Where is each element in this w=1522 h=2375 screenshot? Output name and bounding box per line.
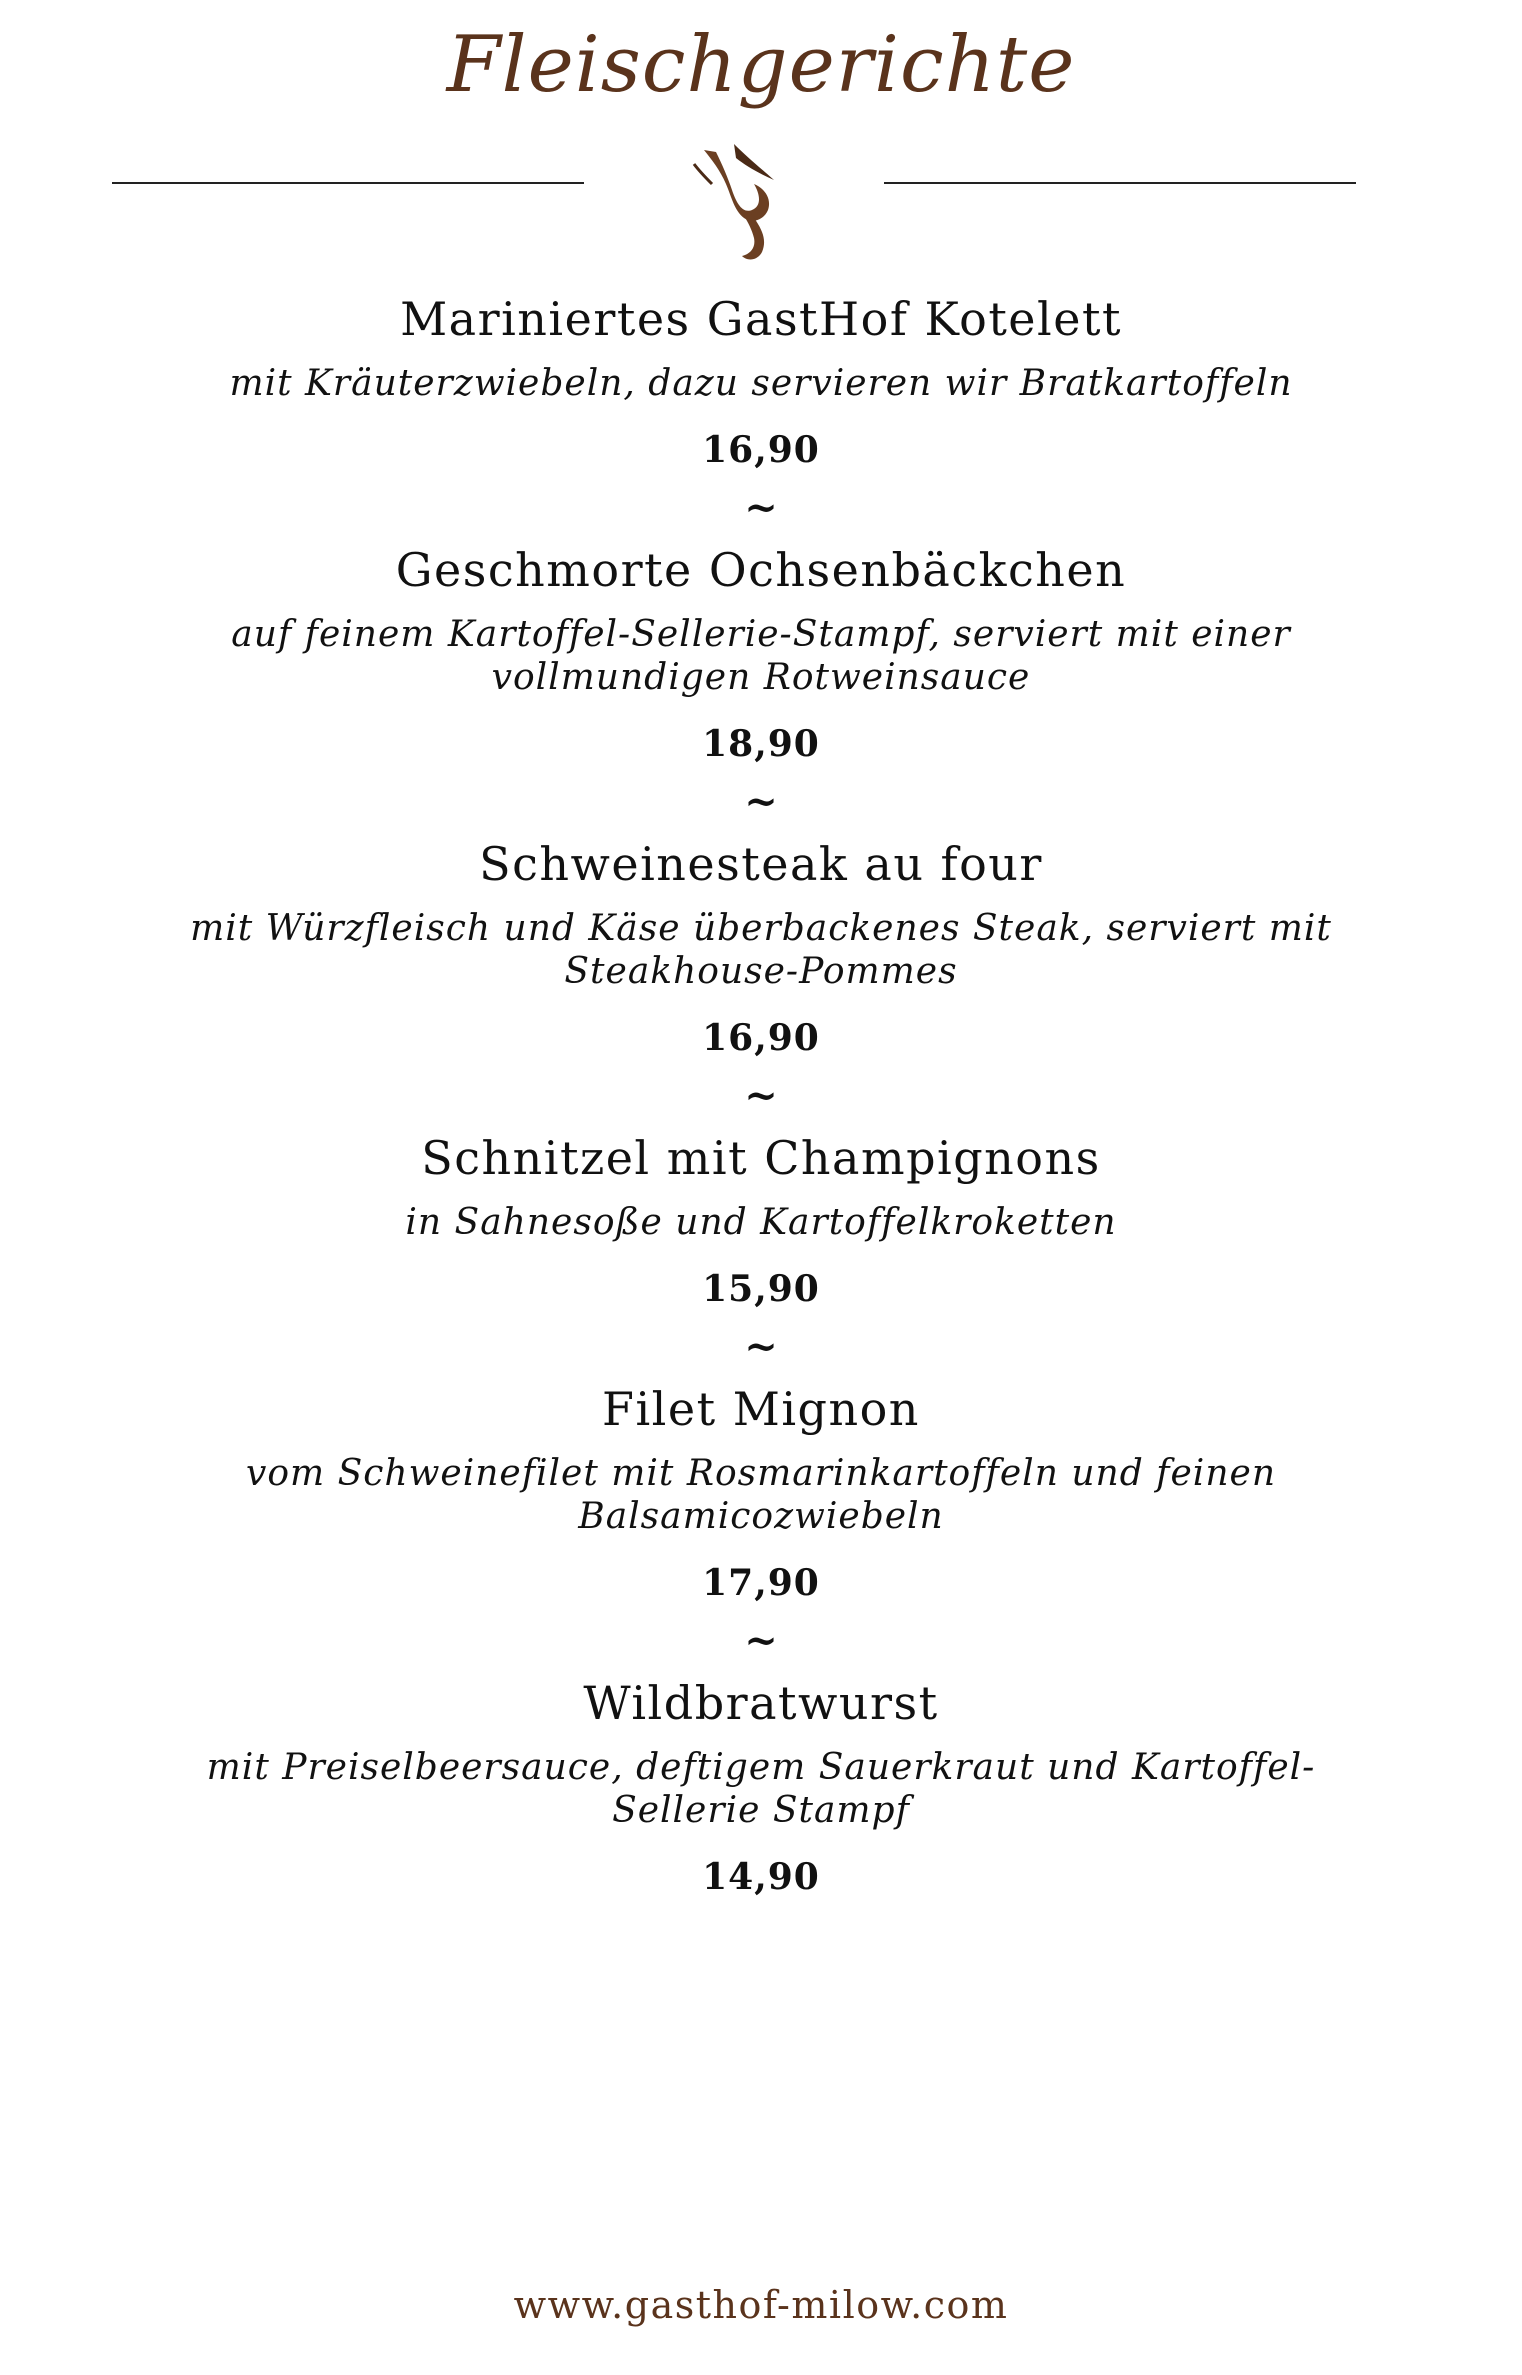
dish-price: 16,90 xyxy=(702,1017,820,1059)
separator-tilde: ~ xyxy=(744,778,778,825)
dish-description: mit Preiselbeersauce, deftigem Sauerkraut und Kartoffel-Sellerie Stampf xyxy=(206,1747,1316,1831)
swan-ornament-icon xyxy=(686,136,802,266)
separator-tilde: ~ xyxy=(744,1323,778,1370)
dish-description: auf feinem Kartoffel-Sellerie-Stampf, serviert mit einer vollmundigen Rotweinsauce xyxy=(231,614,1291,698)
separator-tilde: ~ xyxy=(744,1617,778,1664)
menu-item xyxy=(0,827,1522,1063)
dish-name: Schnitzel mit Champignons xyxy=(421,1131,1101,1185)
dish-description: in Sahnesoße und Kartoffelkroketten xyxy=(405,1202,1117,1243)
menu-item xyxy=(0,533,1522,769)
dish-name: Mariniertes GastHof Kotelett xyxy=(400,292,1122,346)
dish-price: 15,90 xyxy=(702,1268,820,1310)
menu-item xyxy=(0,1121,1522,1314)
menu-item xyxy=(0,1666,1522,1902)
divider-right xyxy=(884,182,1356,184)
divider-left xyxy=(112,182,584,184)
dish-price: 18,90 xyxy=(702,723,820,765)
menu-item xyxy=(0,1372,1522,1608)
dish-price: 14,90 xyxy=(702,1856,820,1898)
dish-description: mit Würzfleisch und Käse überbackenes Steak, serviert mit Steakhouse-Pommes xyxy=(190,908,1332,992)
dish-description: vom Schweinefilet mit Rosmarinkartoffeln und feinen Balsamicozwiebeln xyxy=(245,1453,1276,1537)
dish-price: 16,90 xyxy=(702,429,820,471)
separator-tilde: ~ xyxy=(744,484,778,531)
page-title: Fleischgerichte xyxy=(446,20,1076,110)
menu-item xyxy=(0,282,1522,475)
website-link[interactable]: www.gasthof-milow.com xyxy=(513,2283,1009,2327)
dish-description: mit Kräuterzwiebeln, dazu servieren wir Bratkartoffeln xyxy=(229,363,1293,404)
dish-name: Wildbratwurst xyxy=(583,1676,939,1730)
separator-tilde: ~ xyxy=(744,1072,778,1119)
dish-name: Schweinesteak au four xyxy=(479,837,1043,891)
dish-price: 17,90 xyxy=(702,1562,820,1604)
dish-name: Filet Mignon xyxy=(602,1382,920,1436)
dish-name: Geschmorte Ochsenbäckchen xyxy=(395,543,1127,597)
menu-list xyxy=(0,282,1522,1902)
